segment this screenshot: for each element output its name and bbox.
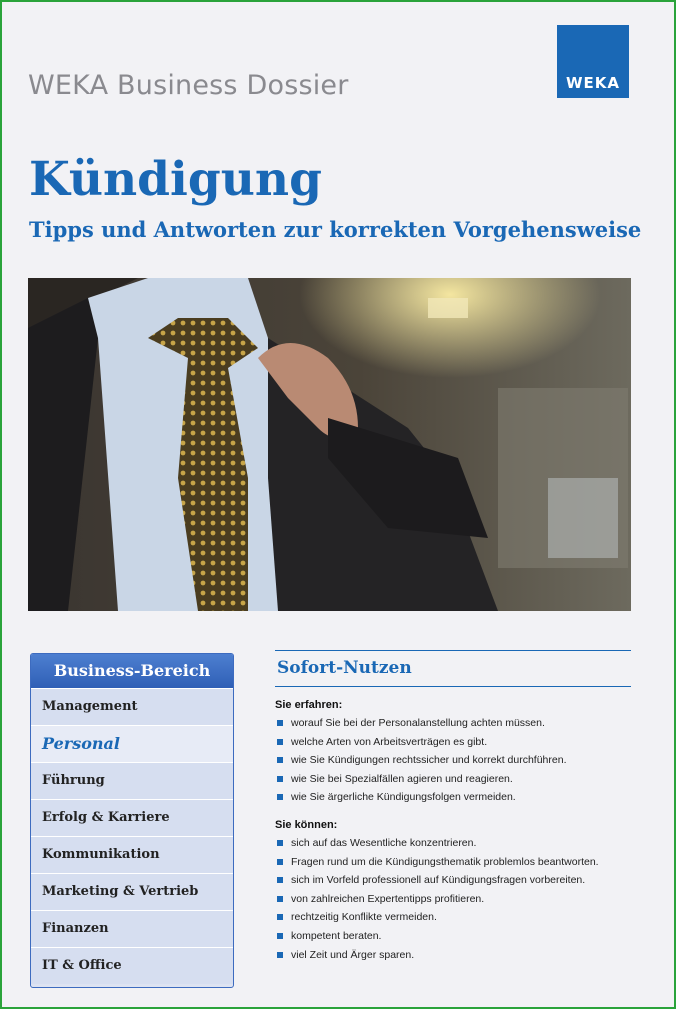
list-item: welche Arten von Arbeitsverträgen es gibt.	[275, 733, 631, 752]
sidebar-item-fuehrung[interactable]: Führung	[31, 762, 233, 799]
sidebar-item-finanzen[interactable]: Finanzen	[31, 910, 233, 947]
benefits-panel	[275, 650, 631, 964]
sidebar-heading: Business-Bereich	[31, 654, 233, 688]
list-item: Fragen rund um die Kündigungsthematik problemlos beantworten.	[275, 853, 631, 872]
list-item: wie Sie Kündigungen rechtssicher und korrekt durchführen.	[275, 751, 631, 770]
page-title: Kündigung	[29, 152, 322, 207]
list-item: viel Zeit und Ärger sparen.	[275, 946, 631, 965]
sidebar-item-kommunikation[interactable]: Kommunikation	[31, 836, 233, 873]
cover-photo	[28, 278, 631, 611]
sidebar-item-personal[interactable]: Personal	[31, 725, 233, 762]
weka-logo	[557, 25, 629, 98]
list-item: kompetent beraten.	[275, 927, 631, 946]
sidebar-item-marketing-vertrieb[interactable]: Marketing & Vertrieb	[31, 873, 233, 910]
list-item: wie Sie bei Spezialfällen agieren und reagieren.	[275, 770, 631, 789]
logo-text: WEKA	[565, 74, 621, 92]
list-item: wie Sie ärgerliche Kündigungsfolgen vermeiden.	[275, 788, 631, 807]
list-item: rechtzeitig Konflikte vermeiden.	[275, 908, 631, 927]
section-heading-erfahren: Sie erfahren:	[275, 699, 343, 711]
list-item: worauf Sie bei der Personalanstellung achten müssen.	[275, 714, 631, 733]
sidebar-item-erfolg-karriere[interactable]: Erfolg & Karriere	[31, 799, 233, 836]
bullet-list-erfahren	[275, 714, 631, 807]
section-heading-koennen: Sie können:	[275, 818, 338, 831]
list-item: von zahlreichen Expertentipps profitieren.	[275, 890, 631, 909]
business-area-sidebar	[30, 653, 234, 988]
series-title: WEKA Business Dossier	[28, 70, 349, 101]
list-item: sich im Vorfeld professionell auf Kündigungsfragen vorbereiten.	[275, 871, 631, 890]
page-subtitle: Tipps und Antworten zur korrekten Vorgehensweise	[29, 217, 642, 242]
bullet-list-koennen	[275, 834, 631, 964]
cover-photo-image	[28, 278, 631, 611]
benefits-title: Sofort-Nutzen	[275, 650, 631, 687]
sidebar-item-management[interactable]: Management	[31, 688, 233, 725]
sidebar-item-it-office[interactable]: IT & Office	[31, 947, 233, 984]
list-item: sich auf das Wesentliche konzentrieren.	[275, 834, 631, 853]
